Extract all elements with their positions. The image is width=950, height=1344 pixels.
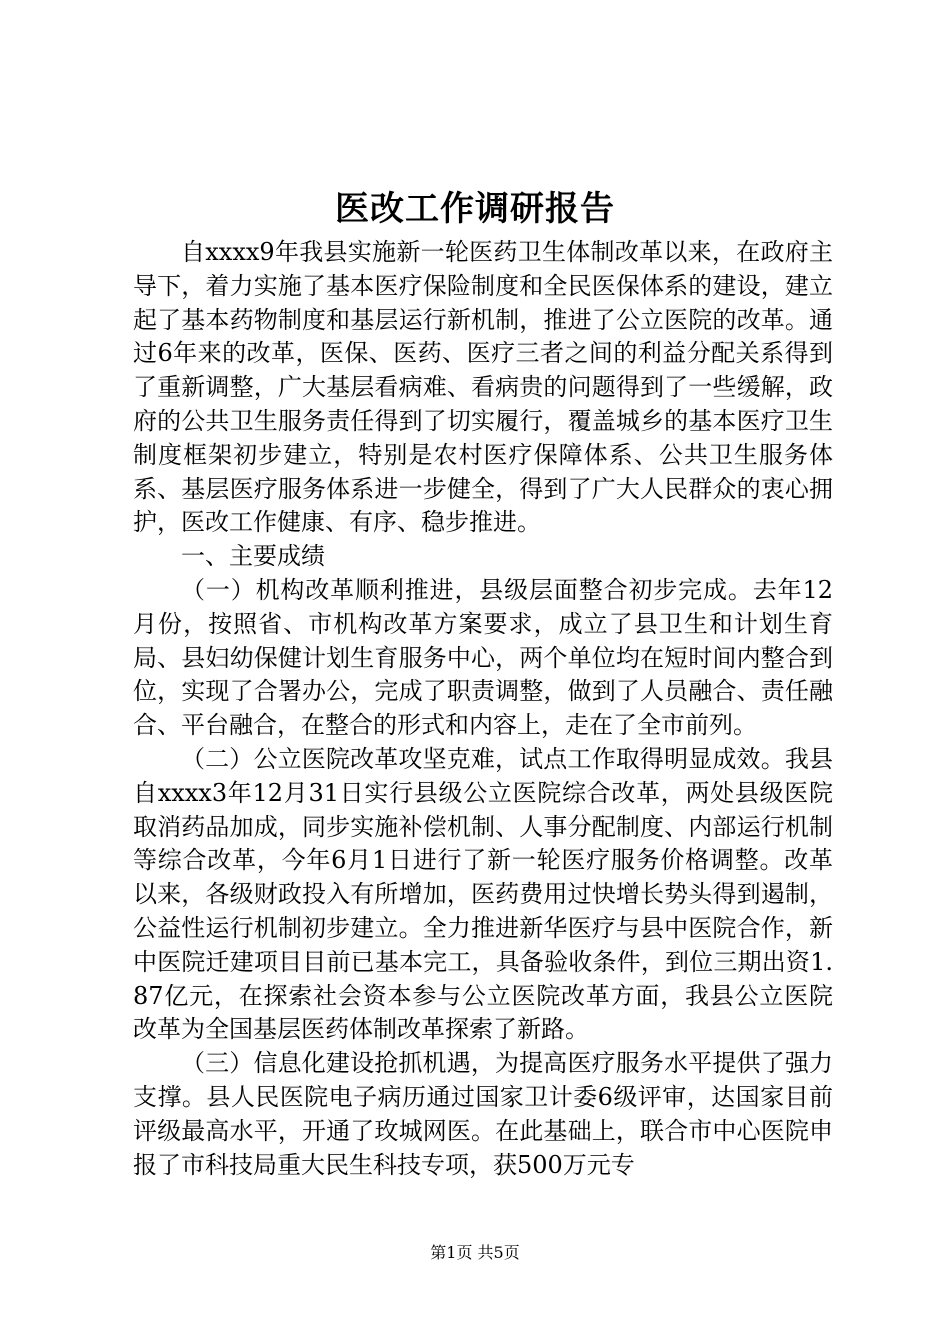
page-number-footer: 第1页 共5页: [430, 1243, 520, 1262]
section-heading-main-achievements: 一、主要成绩: [181, 542, 325, 571]
paragraph-institutional-reform: （一）机构改革顺利推进，县级层面整合初步完成。去年12月份，按照省、市机构改革方案要求，成立了县卫生和计划生育局、县妇幼保健计划生育服务中心，两个单位均在短时间内整合到位，实现了合署办公，完成了职责调整，做到了人员融合、责任融合、平台融合，在整合的形式和内容上，走在了全市前列。: [133, 575, 833, 740]
paragraph-intro: 自xxxx9年我县实施新一轮医药卫生体制改革以来，在政府主导下，着力实施了基本医疗保险制度和全民医保体系的建设，建立起了基本药物制度和基层运行新机制，推进了公立医院的改革。通过6年来的改革，医保、医药、医疗三者之间的利益分配关系得到了重新调整，广大基层看病难、看病贵的问题得到了一些缓解，政府的公共卫生服务责任得到了切实履行，覆盖城乡的基本医疗卫生制度框架初步建立，特别是农村医疗保障体系、公共卫生服务体系、基层医疗服务体系进一步健全，得到了广大人民群众的衷心拥护，医改工作健康、有序、稳步推进。: [133, 238, 833, 537]
document-body: [133, 236, 833, 1182]
paragraph-informatization: （三）信息化建设抢抓机遇，为提高医疗服务水平提供了强力支撑。县人民医院电子病历通过国家卫计委6级评审，达国家目前评级最高水平，开通了玫城网医。在此基础上，联合市中心医院申报了市科技局重大民生科技专项，获500万元专: [133, 1049, 833, 1179]
paragraph-public-hospital-reform: （二）公立医院改革攻坚克难，试点工作取得明显成效。我县自xxxx3年12月31日实行县级公立医院综合改革，两处县级医院取消药品加成，同步实施补偿机制、人事分配制度、内部运行机制等综合改革，今年6月1日进行了新一轮医疗服务价格调整。改革以来，各级财政投入有所增加，医药费用过快增长势头得到遏制，公益性运行机制初步建立。全力推进新华医疗与县中医院合作，新中医院迁建项目目前已基本完工，具备验收条件，到位三期出资1.87亿元，在探索社会资本参与公立医院改革方面，我县公立医院改革为全国基层医药体制改革探索了新路。: [133, 744, 833, 1044]
document-title: 医改工作调研报告: [335, 189, 615, 229]
